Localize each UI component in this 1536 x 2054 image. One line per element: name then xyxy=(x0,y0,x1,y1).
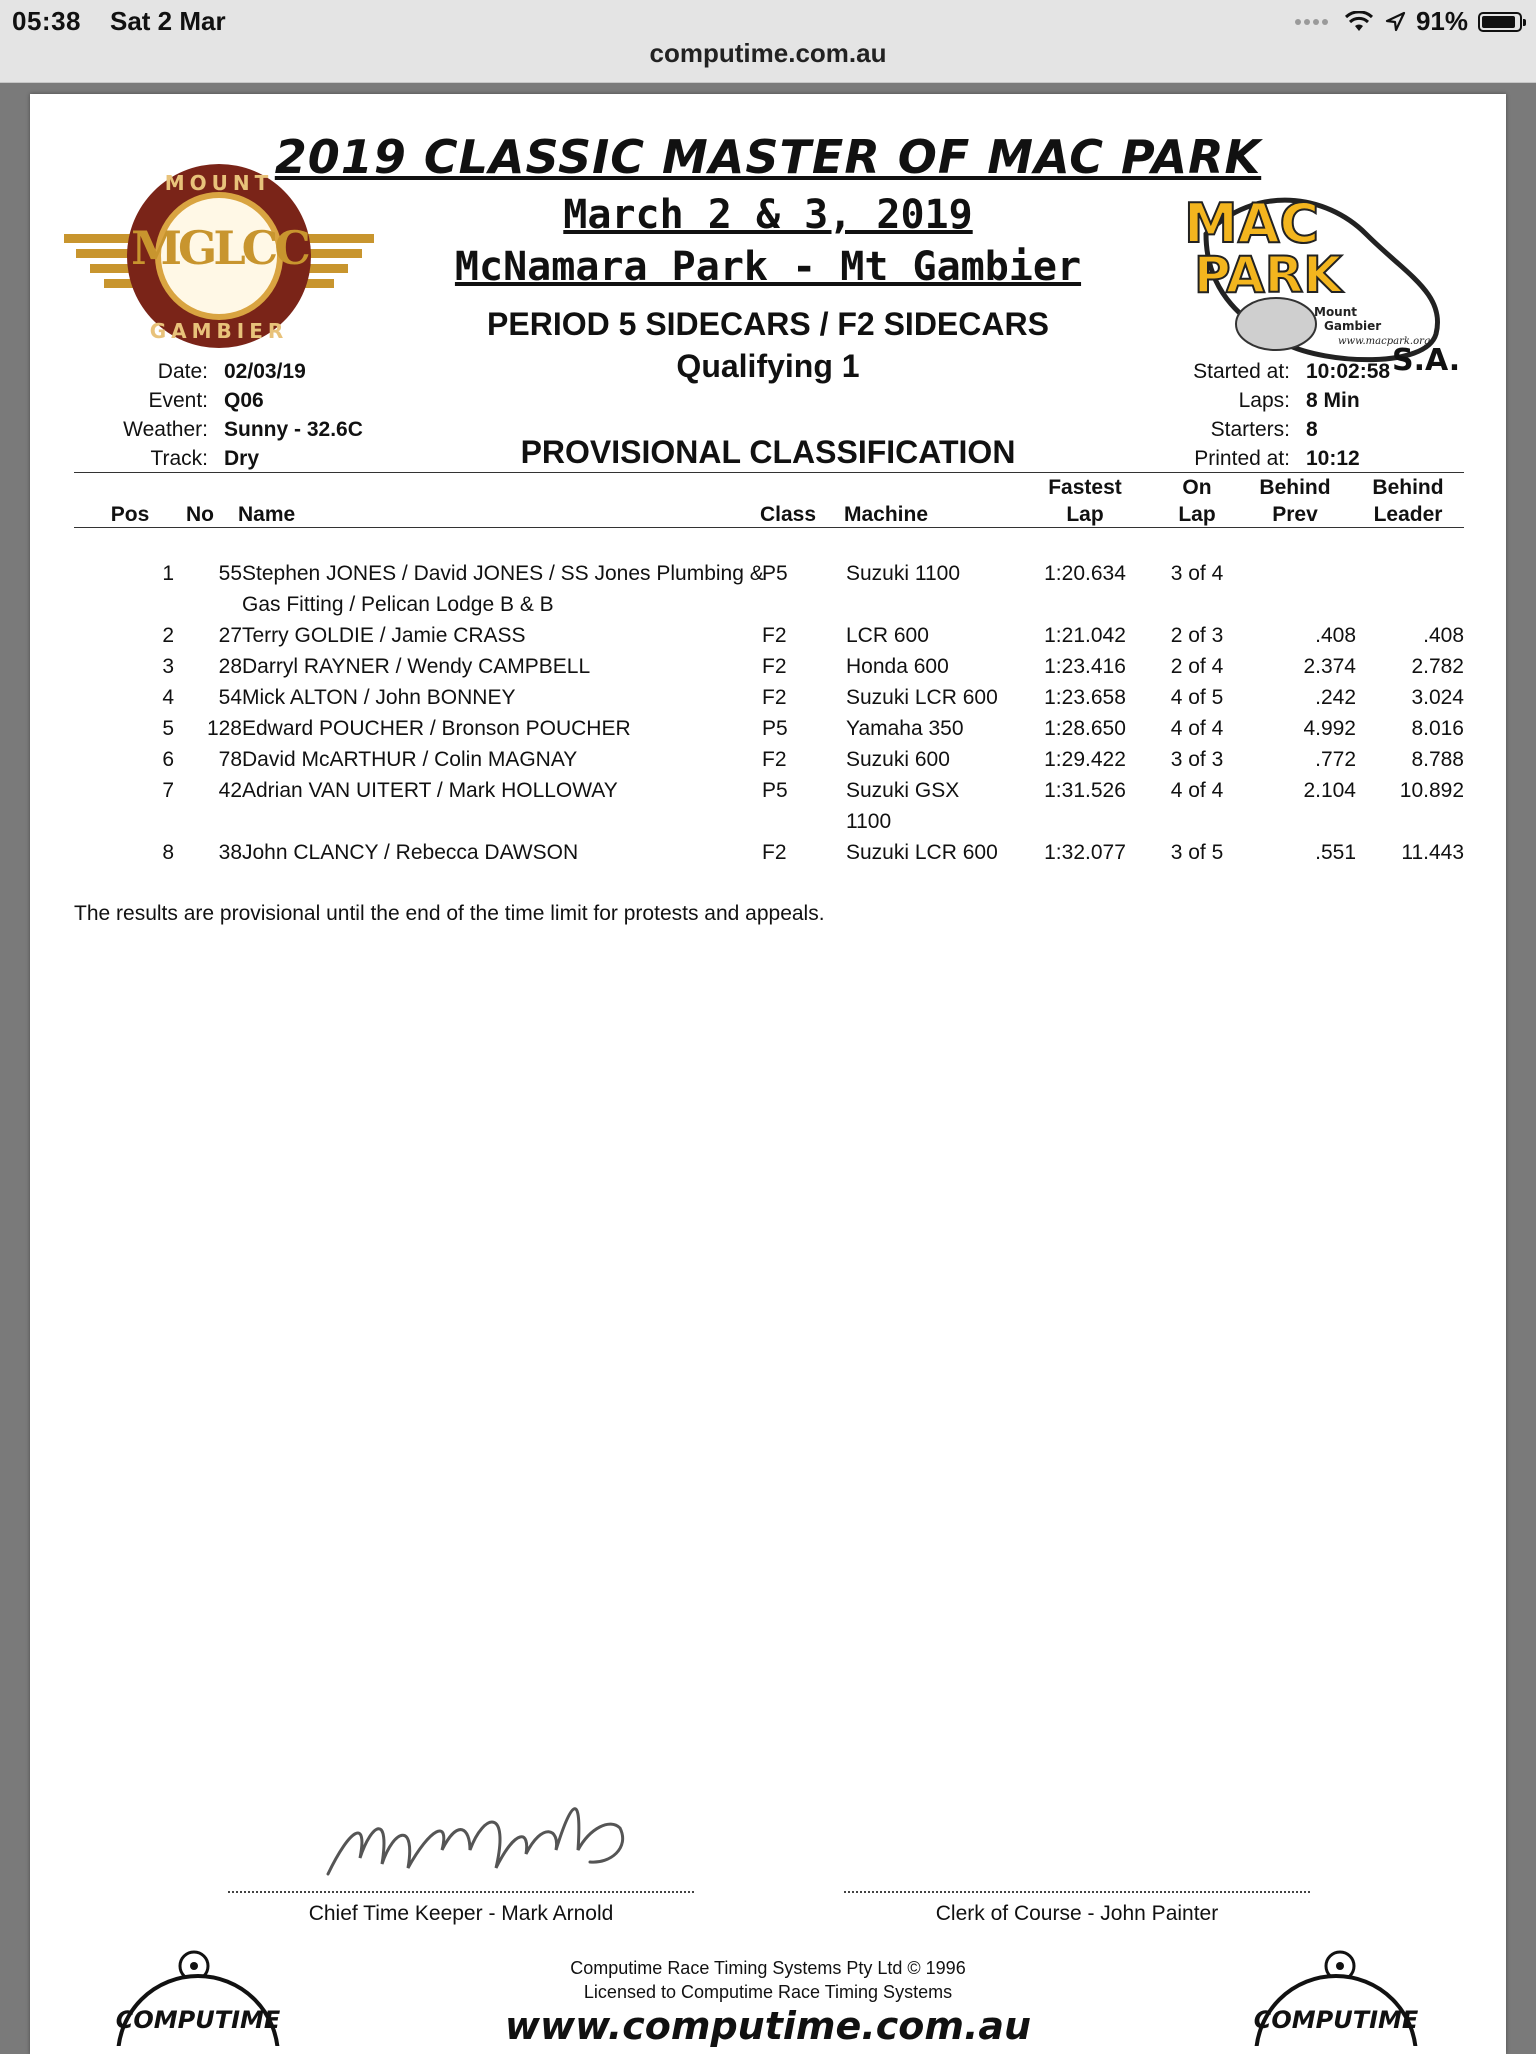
results-table-header xyxy=(30,474,1506,526)
event-info-right xyxy=(30,360,1390,476)
col-no: No xyxy=(186,503,214,526)
signature-image xyxy=(320,1788,660,1892)
col-behind-leader: Behind Leader xyxy=(1372,476,1444,526)
svg-text:www.macpark.org: www.macpark.org xyxy=(1338,336,1431,347)
footer-copyright: Computime Race Timing Systems Pty Ltd © 1996 Licensed to Computime Race Timing Systems xyxy=(570,1958,966,2002)
svg-text:COMPUTIME: COMPUTIME xyxy=(1253,2006,1419,2034)
table-header-divider xyxy=(74,527,1464,528)
provisional-notice: The results are provisional until the end of the time limit for protests and appeals. xyxy=(74,902,825,925)
computime-stopwatch-logo-right xyxy=(1226,1946,1446,2046)
info-printed-at: Printed at: 10:12 xyxy=(1194,447,1360,470)
col-pos: Pos xyxy=(110,503,150,526)
header-divider xyxy=(74,472,1464,473)
signal-dots-icon xyxy=(1295,19,1328,25)
svg-text:Mount: Mount xyxy=(1314,305,1358,319)
info-laps: Laps: 8 Min xyxy=(1238,389,1360,412)
info-event: Event: Q06 xyxy=(148,389,264,412)
info-date: Date: 02/03/19 xyxy=(157,360,306,383)
col-name: Name xyxy=(238,503,296,526)
race-class-title: PERIOD 5 SIDECARS / F2 SIDECARS xyxy=(487,306,1049,342)
clerk-of-course-caption: Clerk of Course - John Painter xyxy=(935,1902,1219,1925)
battery-percent: 91% xyxy=(1415,6,1468,36)
event-dates: March 2 & 3, 2019 xyxy=(563,192,973,238)
event-title: 2019 CLASSIC MASTER OF MAC PARK xyxy=(274,130,1262,184)
info-starters: Starters: 8 xyxy=(1210,418,1318,441)
classification-heading: PROVISIONAL CLASSIFICATION xyxy=(520,434,1016,470)
col-behind-prev: Behind Prev xyxy=(1259,476,1331,526)
status-date: Sat 2 Mar xyxy=(110,6,226,36)
info-weather: Weather: Sunny - 32.6C xyxy=(123,418,363,441)
svg-text:S.A.: S.A. xyxy=(1392,343,1461,374)
col-fastest-lap: Fastest Lap xyxy=(1048,476,1122,526)
svg-text:MOUNT: MOUNT xyxy=(164,171,274,195)
svg-text:Gambier: Gambier xyxy=(1324,319,1382,333)
svg-text:MEArnold: MEArnold xyxy=(320,1788,325,1789)
address-bar-url[interactable]: computime.com.au xyxy=(649,38,887,68)
svg-text:COMPUTIME: COMPUTIME xyxy=(115,2006,281,2034)
col-machine: Machine xyxy=(844,503,929,526)
venue-name: McNamara Park - Mt Gambier xyxy=(454,244,1082,290)
svg-text:MAC: MAC xyxy=(1184,192,1320,255)
footer-website: www.computime.com.au xyxy=(504,2004,1032,2048)
chief-time-keeper-caption: Chief Time Keeper - Mark Arnold xyxy=(308,1902,614,1925)
status-bar xyxy=(0,0,1536,83)
status-indicators xyxy=(1295,6,1522,37)
col-class: Class xyxy=(760,503,817,526)
col-on-lap: On Lap xyxy=(1178,476,1216,526)
session-name: Qualifying 1 xyxy=(676,348,860,384)
svg-text:MGLCC: MGLCC xyxy=(131,221,307,275)
signature-line-left xyxy=(228,1891,694,1893)
wifi-icon xyxy=(1344,11,1374,33)
battery-icon xyxy=(1478,12,1522,32)
computime-stopwatch-logo-left xyxy=(88,1946,308,2046)
svg-text:PARK: PARK xyxy=(1194,246,1342,304)
location-arrow-icon xyxy=(1384,11,1406,33)
signature-line-right xyxy=(844,1891,1310,1893)
info-started-at: Started at: 10:02:58 xyxy=(1193,360,1391,383)
info-track: Track: Dry xyxy=(150,447,260,470)
status-time: 05:38 xyxy=(12,6,81,36)
results-document: MGLCC MOUNT GAMBIER MAC PARK Mount Gambier www.macpark.org S.A. 2019 CLASSIC MASTER OF MAC PARK March 2 & 3, 2019 McNamara Park - Mt Gambier PERIOD 5 SIDECARS / F2 SIDECARS Qualifying 1 PROVISIONAL CLASSIFICATION Date: 02/03/19 Event: Q06 Weather: Sunny - 32.6C Track: Dry Started at: 10:02:58 Laps: 8 Min Starters: 8 Printed at: 10:12 Pos No Name Class Machine Fastest Lap On Lap Behind Prev Behind Leader 1 55 Stephen JONES / David JONES / SS Jones Plumbing & Gas Fitting / Pelican Lodge B & B P5 Suzuki 1100 1:20.634 3 of 4 2 27 Terry GOLDIE / Jamie CRASS F2 LCR 600 1:21.042 2 of 3 .408 .408 3 28 Darryl RAYNER / Wendy CAMPBELL F2 Honda 600 1:23.416 2 of 4 2.374 2.782 4 54 Mick ALTON / John BONNEY F2 Suzuki LCR 600 1:23.658 4 of 5 .242 3.024 5 128 Edward POUCHER / Bronson POUCHER P5 Yamaha 350 1:28.650 4 of 4 4.992 8.016 6 78 David McARTHUR / Colin MAGNAY F2 Suzuki 600 1:29.422 3 of 3 .772 8.788 7 42 Adrian VAN UITERT / Mark HOLLOWAY P5 Suzuki GSX 1100 1:31.526 4 of 4 2.104 10.892 8 38 John CLANCY / Rebecca DAWSON F2 Suzuki LCR 600 1:32.077 3 of 5 .551 11.443 The results are provisional until the end of the time limit for protests and appeals. MEArnold Chief Time Keeper - Mark Arnold Clerk of Course - John Painter Computime Race Timing Systems Pty Ltd © 1996 Licensed to Computime Race Timing Systems www.computime.com.au COMPUTIME COMPUTIME xyxy=(30,94,1506,2054)
svg-text:GAMBIER: GAMBIER xyxy=(149,319,289,343)
